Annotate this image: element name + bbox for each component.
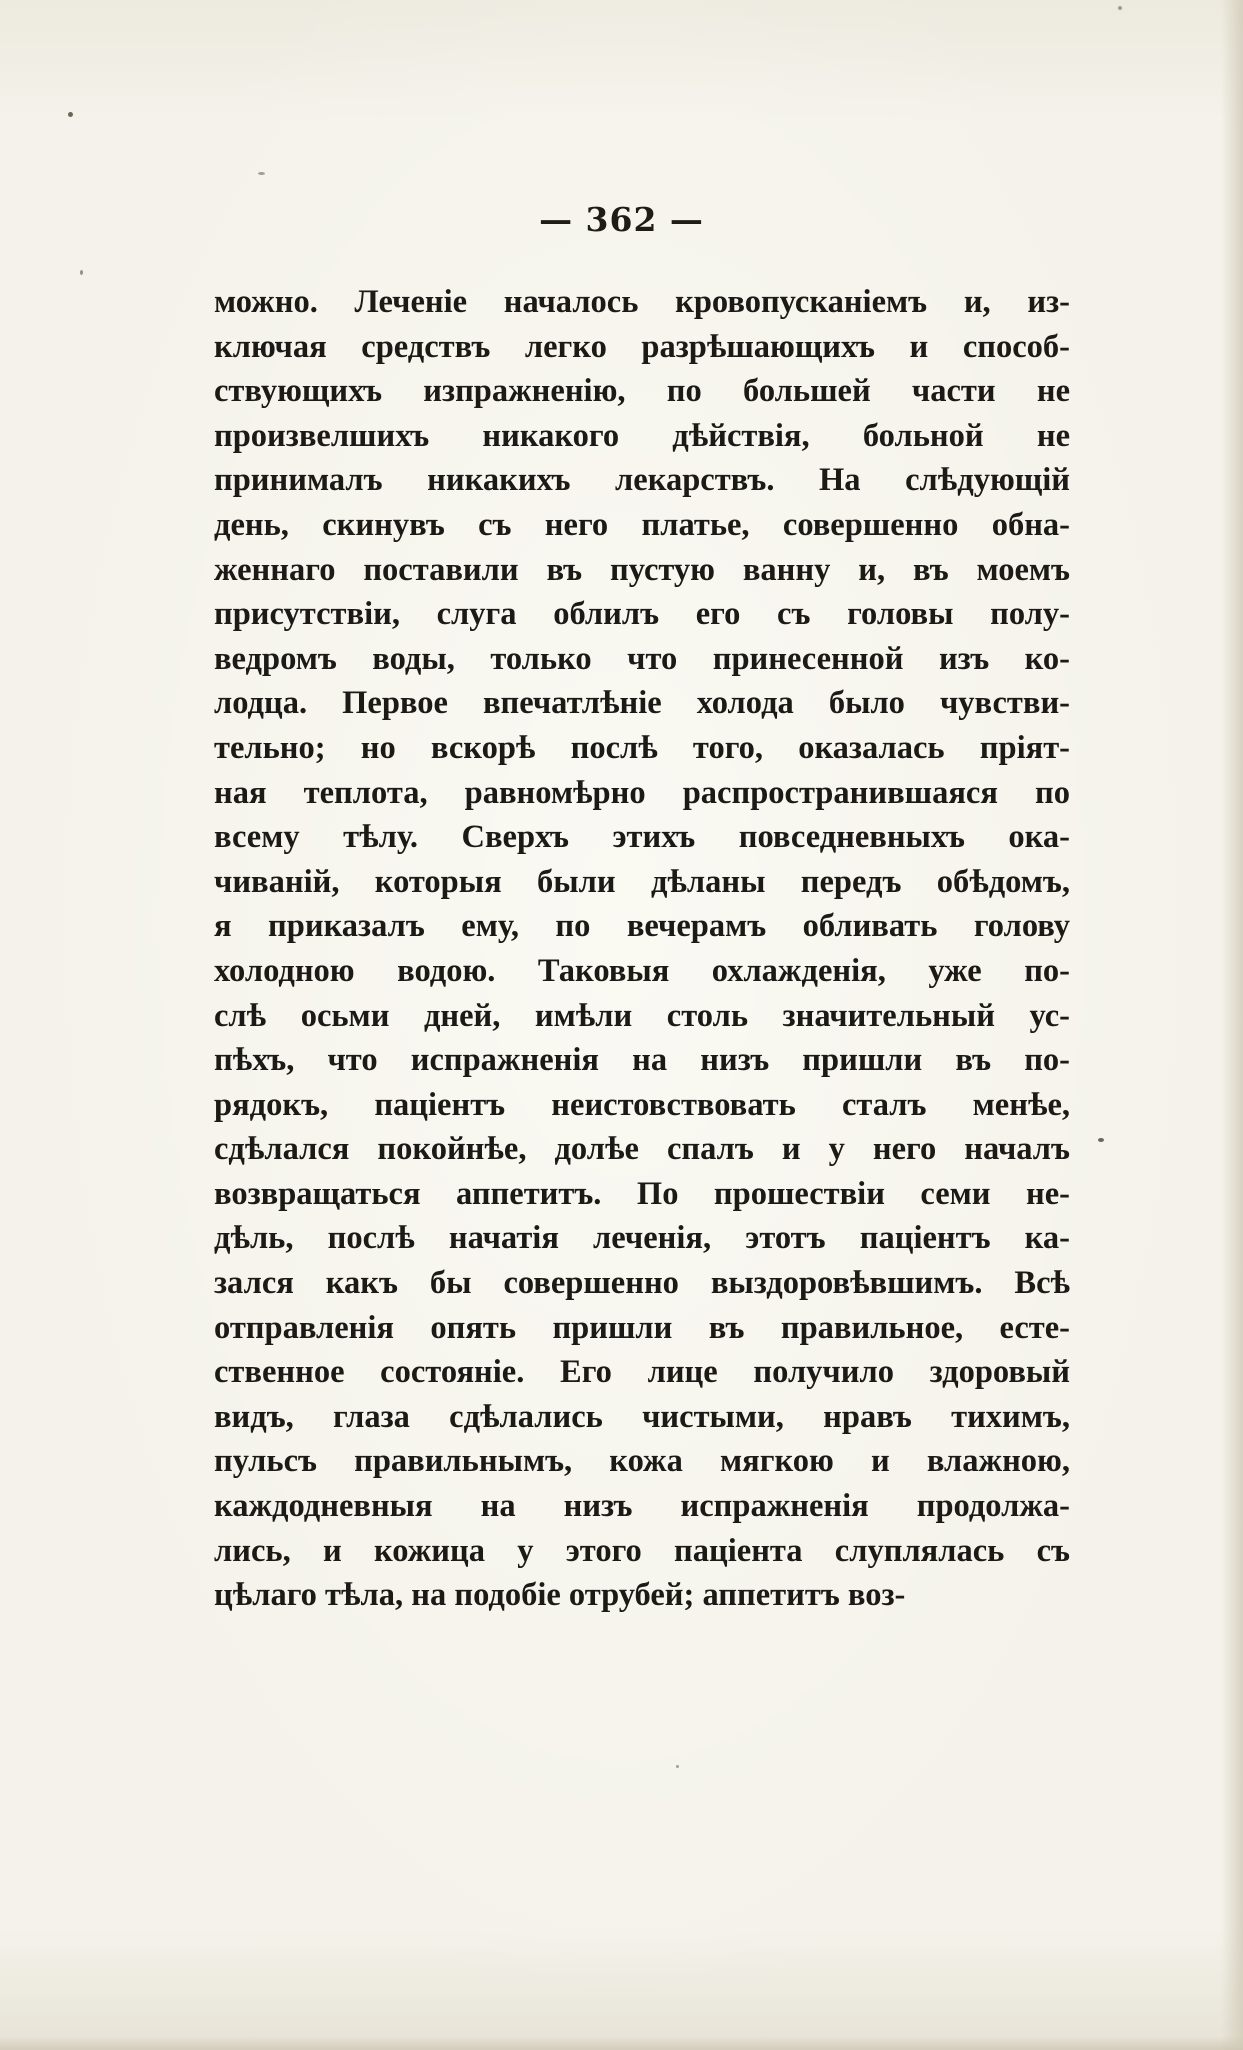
text-line: лодца. Первое впечатлѣніе холода было чувстви- (214, 685, 1070, 722)
text-line: лись, и кожица у этого паціента слуплялась съ (214, 1532, 1070, 1569)
text-line: всему тѣлу. Сверхъ этихъ повседневныхъ ока- (214, 819, 1070, 856)
text-line: можно. Леченіе началось кровопусканіемъ и, из- (214, 284, 1070, 320)
text-line: отправленія опять пришли въ правильное, есте- (214, 1309, 1070, 1346)
text-line: слѣ осьми дней, имѣли столь значительный ус- (214, 997, 1070, 1034)
text-line: каждодневныя на низъ испражненія продолжа- (214, 1488, 1070, 1525)
text-line: присутствіи, слуга облилъ его съ головы полу- (214, 596, 1070, 633)
text-line: зался какъ бы совершенно выздоровѣвшимъ. Всѣ (214, 1265, 1070, 1302)
text-line: пѣхъ, что испражненія на низъ пришли въ по- (214, 1042, 1070, 1079)
text-line: пульсъ правильнымъ, кожа мягкою и влажною, (214, 1443, 1070, 1480)
text-line: сдѣлался покойнѣе, долѣе спалъ и у него началъ (214, 1131, 1070, 1168)
page-bottom-fold (0, 2036, 1243, 2050)
text-line: ствующихъ изпражненію, по большей части не (214, 373, 1070, 410)
text-line: ключая средствъ легко разрѣшающихъ и способ- (214, 328, 1070, 365)
text-line: ведромъ воды, только что принесенной изъ ко- (214, 640, 1070, 677)
text-line: чиваній, которыя были дѣланы передъ обѣдомъ, (214, 863, 1070, 900)
text-line: рядокъ, паціентъ неистовствовать сталъ менѣе, (214, 1086, 1070, 1123)
text-line: возвращаться аппетитъ. По прошествіи семи не- (214, 1175, 1070, 1212)
text-line: день, скинувъ съ него платье, совершенно обна- (214, 506, 1070, 543)
text-line: принималъ никакихъ лекарствъ. На слѣдующій (214, 462, 1070, 499)
paper-speck (68, 112, 73, 117)
text-line: женнаго поставили въ пустую ванну и, въ моемъ (214, 551, 1070, 588)
text-line: холодною водою. Таковыя охлажденія, уже по- (214, 952, 1070, 989)
text-line: видъ, глаза сдѣлались чистыми, нравъ тихимъ, (214, 1398, 1070, 1435)
text-line: тельно; но вскорѣ послѣ того, оказалась пріят- (214, 729, 1070, 766)
text-line: я приказалъ ему, по вечерамъ обливать голову (214, 908, 1070, 945)
paper-speck (676, 1765, 679, 1768)
text-line: произвелшихъ никакого дѣйствія, больной не (214, 417, 1070, 454)
paper-speck (258, 172, 265, 175)
paper-speck (80, 270, 83, 275)
paper-speck (1098, 1138, 1104, 1142)
text-line: дѣль, послѣ начатія леченія, этотъ паціентъ ка- (214, 1220, 1070, 1257)
page-edge-shadow (1221, 0, 1243, 2050)
paper-speck (1118, 6, 1122, 10)
text-line: ная теплота, равномѣрно распространившаяся по (214, 774, 1070, 811)
text-line: ственное состояніе. Его лице получило здоровый (214, 1354, 1070, 1391)
body-text (214, 280, 1070, 1618)
text-line: цѣлаго тѣла, на подобіе отрубей; аппетитъ воз- (214, 1577, 906, 1614)
page-number: — 362 — (539, 200, 704, 239)
